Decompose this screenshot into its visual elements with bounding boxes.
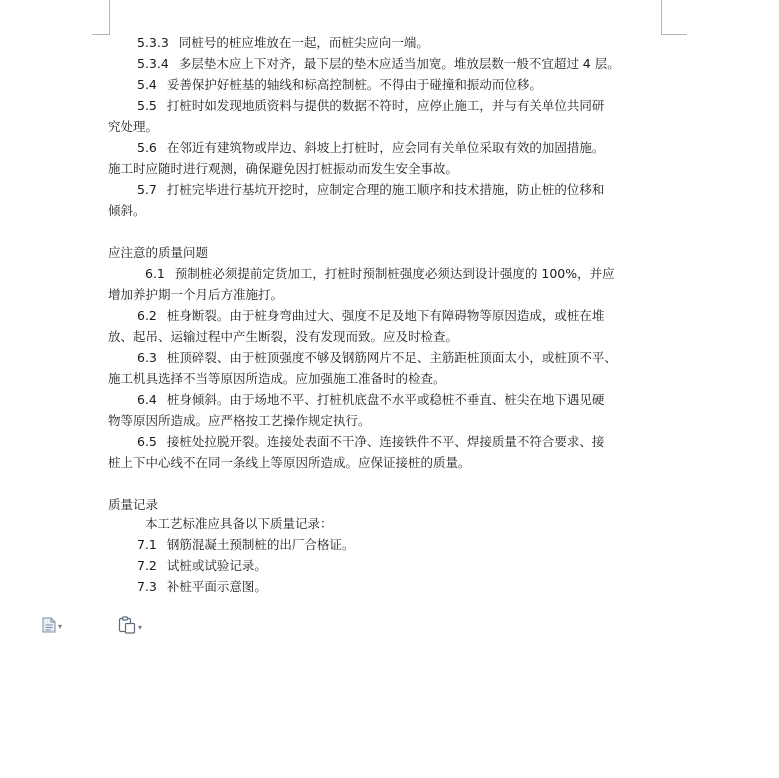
- item-text: 接桩处拉脱开裂。连接处表面不干净、连接铁件不平、焊接质量不符合要求、接: [166, 434, 605, 449]
- paragraph-text: 本工艺标准应具备以下质量记录：: [145, 516, 333, 531]
- item-number: 6.3: [137, 350, 157, 365]
- item-text: 施工时应随时进行观测，确保避免因打桩振动而发生安全事故。: [108, 161, 459, 176]
- item-text: 放、起吊、运输过程中产生断裂，没有发现而致。应及时检查。: [108, 329, 459, 344]
- item-text: 在邻近有建筑物或岸边、斜坡上打桩时，应会同有关单位采取有效的加固措施。: [166, 140, 605, 155]
- continuation-line: [108, 370, 446, 388]
- list-item: [137, 76, 542, 94]
- continuation-line: [108, 328, 458, 346]
- continuation-line: [108, 202, 146, 220]
- item-number: 5.4: [137, 77, 157, 92]
- item-number: 6.1: [145, 266, 165, 281]
- item-number: 6.2: [137, 308, 157, 323]
- item-number: 6.5: [137, 434, 157, 449]
- document-icon: [42, 617, 56, 637]
- item-text: 施工机具选择不当等原因所造成。应加强施工准备时的检查。: [108, 371, 446, 386]
- section-heading: [108, 244, 208, 262]
- paragraph: [145, 515, 333, 533]
- item-text: 桩上下中心线不在同一条线上等原因所造成。应保证接桩的质量。: [108, 455, 471, 470]
- item-text: 多层垫木应上下对齐，最下层的垫木应适当加宽。堆放层数一般不宜超过 4 层。: [178, 56, 620, 71]
- continuation-line: [108, 286, 283, 304]
- list-item: [137, 97, 604, 115]
- item-number: 5.6: [137, 140, 157, 155]
- paste-options-icon: [118, 616, 136, 638]
- item-text: 桩顶碎裂、由于桩顶强度不够及钢筋网片不足、主筋距桩顶面太小，或桩顶不平、: [166, 350, 617, 365]
- chevron-down-icon: ▾: [138, 622, 143, 632]
- item-text: 桩身断裂。由于桩身弯曲过大、强度不足及地下有障碍物等原因造成，或桩在堆: [166, 308, 605, 323]
- item-text: 补桩平面示意图。: [166, 579, 267, 594]
- continuation-line: [108, 118, 158, 136]
- list-item: [137, 433, 604, 451]
- item-number: 5.7: [137, 182, 157, 197]
- paste-options-button[interactable]: [118, 616, 142, 638]
- item-number: 6.4: [137, 392, 157, 407]
- list-item: [137, 349, 617, 367]
- list-item: [137, 181, 604, 199]
- item-text: 究处理。: [108, 119, 159, 134]
- item-number: 7.2: [137, 558, 157, 573]
- section-heading-text: 质量记录: [108, 497, 159, 512]
- chevron-down-icon: ▾: [58, 622, 63, 631]
- item-number: 5.3.3: [137, 35, 169, 50]
- section-heading-text: 应注意的质量问题: [108, 245, 209, 260]
- item-text: 钢筋混凝土预制桩的出厂合格证。: [166, 537, 355, 552]
- continuation-line: [108, 412, 371, 430]
- item-text: 桩身倾斜。由于场地不平、打桩机底盘不水平或稳桩不垂直、桩尖在地下遇见硬: [166, 392, 605, 407]
- list-item: [137, 34, 429, 52]
- item-number: 7.1: [137, 537, 157, 552]
- page-corner-mark-left: [92, 0, 110, 35]
- page-corner-mark-right: [661, 0, 687, 35]
- item-text: 试桩或试验记录。: [166, 558, 267, 573]
- section-heading: [108, 496, 158, 514]
- list-item: [137, 578, 267, 596]
- item-text: 同桩号的桩应堆放在一起，而桩尖应向一端。: [178, 35, 429, 50]
- item-text: 打桩完毕进行基坑开挖时，应制定合理的施工顺序和技术措施，防止桩的位移和: [166, 182, 605, 197]
- continuation-line: [108, 454, 471, 472]
- continuation-line: [108, 160, 458, 178]
- list-item: [137, 307, 604, 325]
- list-item: [137, 557, 267, 575]
- list-item: [137, 139, 604, 157]
- list-item: [137, 391, 604, 409]
- document-options-button[interactable]: [42, 616, 62, 637]
- item-text: 物等原因所造成。应严格按工艺操作规定执行。: [108, 413, 371, 428]
- item-number: 7.3: [137, 579, 157, 594]
- item-text: 妥善保护好桩基的轴线和标高控制桩。不得由于碰撞和振动而位移。: [166, 77, 542, 92]
- item-text: 打桩时如发现地质资料与提供的数据不符时，应停止施工，并与有关单位共同研: [166, 98, 605, 113]
- list-item: [137, 55, 620, 73]
- list-item: [137, 536, 354, 554]
- item-text: 增加养护期一个月后方准施打。: [108, 287, 284, 302]
- item-number: 5.5: [137, 98, 157, 113]
- list-item: [145, 265, 615, 283]
- item-text: 预制桩必须提前定货加工，打桩时预制桩强度必须达到设计强度的 100%，并应: [174, 266, 615, 281]
- item-number: 5.3.4: [137, 56, 169, 71]
- item-text: 倾斜。: [108, 203, 146, 218]
